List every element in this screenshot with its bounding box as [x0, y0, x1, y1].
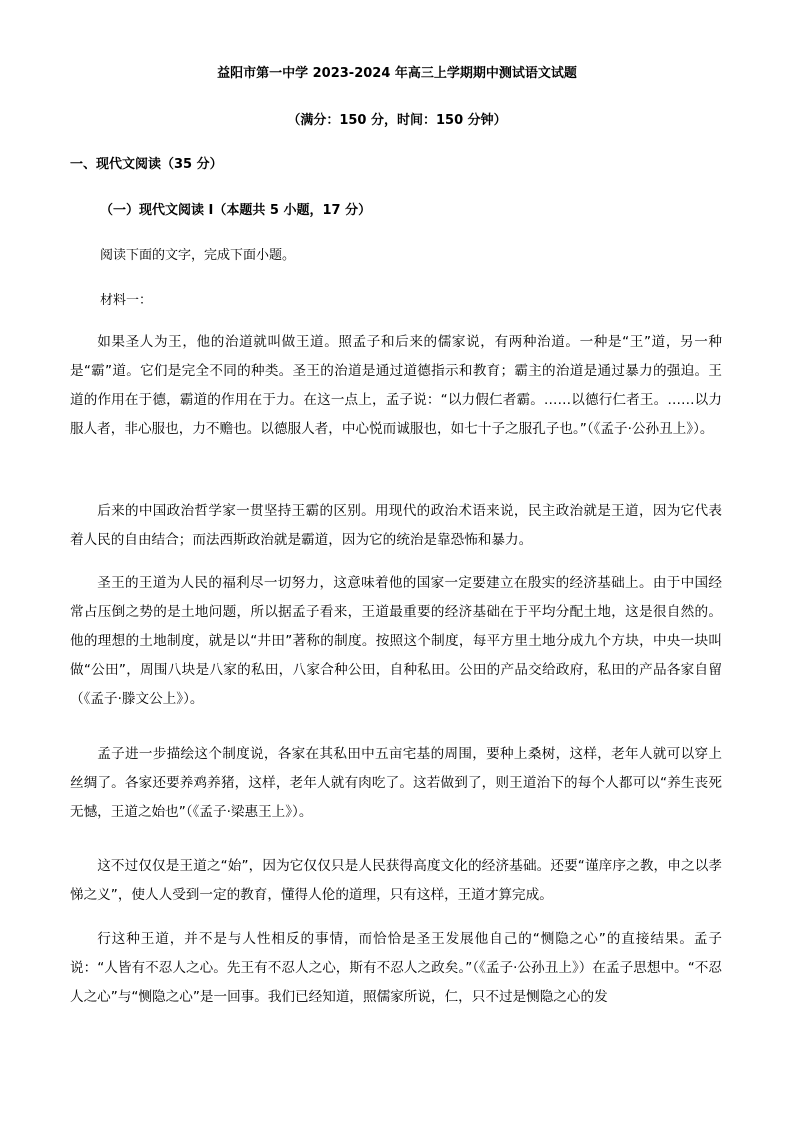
paragraph-2: 后来的中国政治哲学家一贯坚持王霸的区别。用现代的政治术语来说，民主政治就是王道，因为它代表着人民的自由结合；而法西斯政治就是霸道，因为它的统治是靠恐怖和暴力。 [70, 503, 722, 548]
page-title: 益阳市第一中学 2023-2024 年高三上学期期中测试语文试题 [217, 66, 577, 81]
paragraph-6: 行这种王道，并不是与人性相反的事情，而恰恰是圣王发展他自己的“恻隐之心”的直接结果。孟子说：“人皆有不忍人之心。先王有不忍人之心，斯有不忍人之政矣。”（《孟子·公孙丑上》）在孟子思想中。“不忍人之心”与“恻隐之心”是一回事。我们已经知道，照儒家所说，仁，只不过是恻隐之心的发 [70, 931, 722, 1005]
paragraph-5: 这不过仅仅是王道之“始”，因为它仅仅只是人民获得高度文化的经济基础。还要“谨庠序之教，申之以孝悌之义”，使人人受到一定的教育，懂得人伦的道理，只有这样，王道才算完成。 [70, 858, 722, 903]
paragraph-3: 圣王的王道为人民的福利尽一切努力，这意味着他的国家一定要建立在殷实的经济基础上。由于中国经常占压倒之势的是土地问题，所以据孟子看来，王道最重要的经济基础在于平均分配土地，这是很自然的。他的理想的土地制度，就是以“井田”著称的制度。按照这个制度，每平方里土地分成九个方块，中央一块叫做“公田”，周围八块是八家的私田，八家合种公田，自种私田。公田的产品交给政府，私田的产品各家自留（《孟子·滕文公上》）。 [70, 575, 722, 707]
page-subtitle: （满分：150 分，时间：150 分钟） [287, 113, 507, 128]
material-label: 材料一： [100, 293, 153, 308]
paragraph-4: 孟子进一步描绘这个制度说，各家在其私田中五亩宅基的周围，要种上桑树，这样，老年人就可以穿上丝绸了。各家还要养鸡养猪，这样，老年人就有肉吃了。这若做到了，则王道治下的每个人都可以“养生丧死无憾，王道之始也”（《孟子·梁惠王上》）。 [70, 746, 722, 820]
paragraph-1: 如果圣人为王，他的治道就叫做王道。照孟子和后来的儒家说，有两种治道。一种是“王”道，另一种是“霸”道。它们是完全不同的种类。圣王的治道是通过道德指示和教育；霸主的治道是通过暴力的强迫。王道的作用在于德，霸道的作用在于力。在这一点上，孟子说：“以力假仁者霸。……以德行仁者王。……以力服人者，非心服也，力不赡也。以德服人者，中心悦而诚服也，如七十子之服孔子也。”（《孟子·公孙丑上》）。 [70, 334, 722, 437]
sub-section-heading: （一）现代文阅读 I（本题共 5 小题，17 分） [100, 203, 372, 218]
reading-instruction: 阅读下面的文字，完成下面小题。 [100, 248, 296, 263]
section-heading: 一、现代文阅读（35 分） [70, 157, 223, 172]
